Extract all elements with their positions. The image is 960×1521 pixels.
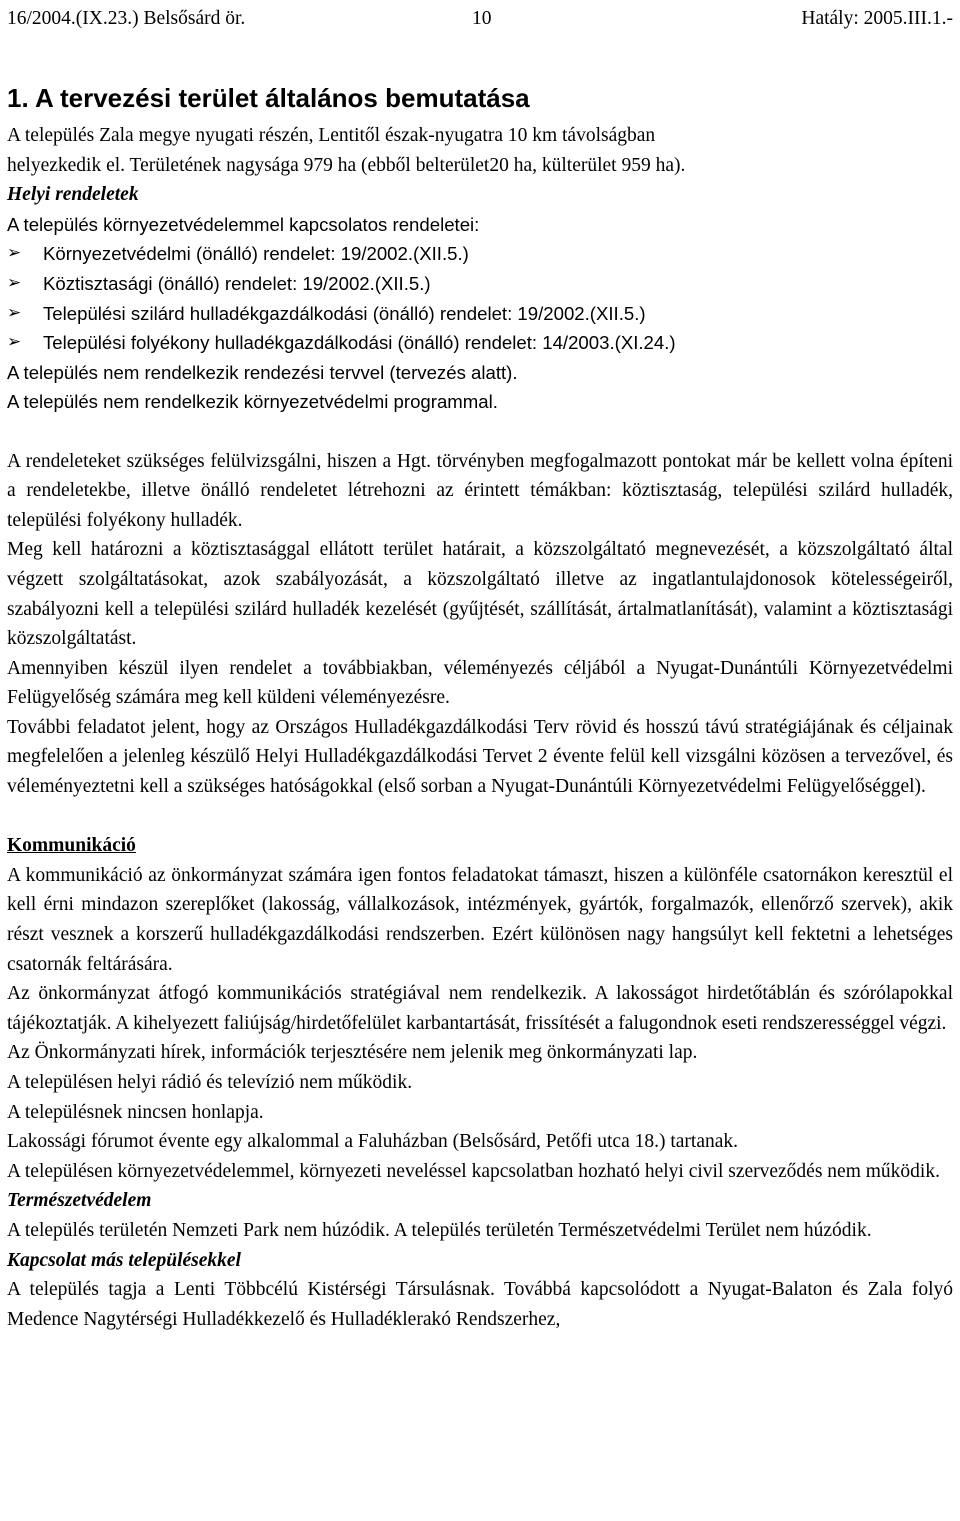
body-paragraph: A rendeleteket szükséges felülvizsgálni, hiszen a Hgt. törvényben megfogalmazott pontokat már be kellett volna építeni a rendeletekbe, illetve önálló rendeletet létrehozni az érintett témákban: köztisztaság, települési szilárd hulladék, települési folyékony hulladék. [7, 450, 953, 531]
body-paragraph: Az Önkormányzati hírek, információk terjesztésére nem jelenik meg önkormányzati lap. [7, 1042, 698, 1064]
paragraph-gap [7, 802, 953, 832]
list-item [7, 299, 953, 329]
document-page [7, 0, 953, 1334]
body-paragraph: Az önkormányzat átfogó kommunikációs stratégiával nem rendelkezik. A lakosságot hirdetőtáblán és szórólapokkal tájékoztatják. A kihelyezett faliújság/hirdetőfelület karbantartását, frissítését a falugondnok eseti rendszerességgel végzi. [7, 983, 953, 1034]
section-title: 1. A tervezési terület általános bemutatása [7, 83, 530, 113]
header-document-reference: 16/2004.(IX.23.) Belsősárd ör. [7, 8, 246, 29]
header-effective-date: Hatály: 2005.III.1.- [801, 8, 953, 29]
body-paragraph: A kommunikáció az önkormányzat számára igen fontos feladatokat támaszt, hiszen a különféle csatornákon keresztül el kell érni mindazon szereplőket (lakosság, vállalkozások, intézmények, gyártók, forgalmazók, ellenőrző szervek), akik részt vesznek a korszerű hulladékgazdálkodási rendszerben. Ezért különösen nagy hangsúlyt kell fektetni a lehetséges csatornák feltárására. [7, 864, 953, 975]
list-item [7, 328, 953, 358]
arrow-bullet-icon: ➢ [7, 243, 22, 264]
intro-line-1: A település Zala megye nyugati részén, Lentitől észak-nyugatra 10 km távolságban [7, 125, 656, 146]
body-paragraph: A településen környezetvédelemmel, környezeti neveléssel kapcsolatban hozható helyi civil szerveződés nem működik. [7, 1160, 940, 1182]
body-paragraph: Amennyiben készül ilyen rendelet a továbbiakban, véleményezés céljából a Nyugat-Dunántúli Környezetvédelmi Felügyelőség számára meg kell küldeni véleményezésre. [7, 657, 953, 709]
list-item-text: Települési szilárd hulladékgazdálkodási (önálló) rendelet: 19/2002.(XII.5.) [43, 302, 646, 324]
heading-termeszetvedelem: Természetvédelem [7, 1190, 152, 1212]
list-item [7, 269, 953, 299]
list-item [7, 239, 953, 269]
body-paragraph: A településen helyi rádió és televízió nem működik. [7, 1072, 413, 1093]
intro-line-2: helyezkedik el. Területének nagysága 979 ha (ebből belterület20 ha, külterület 959 ha). [7, 154, 686, 176]
list-item-text: Települési folyékony hulladékgazdálkodási (önálló) rendelet: 14/2003.(XI.24.) [43, 332, 676, 354]
body-paragraph: Lakossági fórumot évente egy alkalommal a Faluházban (Belsősárd, Petőfi utca 18.) tartanak. [7, 1131, 739, 1153]
body-paragraph: A település területén Nemzeti Park nem húzódik. A település területén Természetvédelmi Terület nem húzódik. [7, 1219, 872, 1241]
regulations-note-zoning: A település nem rendelkezik rendezési tervvel (tervezés alatt). [7, 361, 518, 383]
regulations-list [7, 239, 953, 357]
body-paragraph: További feladatot jelent, hogy az Országos Hulladékgazdálkodási Terv rövid és hosszú távú stratégiájának és céljainak megfelelően a jelenleg készülő Helyi Hulladékgazdálkodási Tervet 2 évente felül kell vizsgálni közösen a tervezővel, és véleményeztetni kell a szükséges hatóságokkal (első sorban a Nyugat-Dunántúli Környezetvédelmi Felügyelőséggel). [7, 716, 953, 798]
heading-kommunikacio: Kommunikáció [7, 835, 136, 857]
body-paragraph: Meg kell határozni a köztisztasággal ellátott terület határait, a közszolgáltató megnevezését, a közszolgáltató által végzett szolgáltatásokat, azok szabályozását, a közszolgáltató illetve az ingatlantulajdonosok kötelességeiről, szabályozni kell a települési szilárd hulladék kezelését (gyűjtését, szállítását, ártalmatlanítását), valamint a köztisztasági közszolgáltatást. [7, 539, 953, 650]
heading-kapcsolat: Kapcsolat más településekkel [7, 1249, 241, 1271]
regulations-lead: A település környezetvédelemmel kapcsolatos rendeletei: [7, 213, 480, 235]
list-item-text: Környezetvédelmi (önálló) rendelet: 19/2002.(XII.5.) [43, 243, 469, 265]
arrow-bullet-icon: ➢ [7, 272, 22, 293]
page-header [7, 0, 953, 38]
body-paragraph: A település tagja a Lenti Többcélú Kistérségi Társulásnak. Továbbá kapcsolódott a Nyugat-Balaton és Zala folyó Medence Nagytérségi Hulladékkezelő és Hulladéklerakó Rendszerhez, [7, 1279, 953, 1330]
list-item-text: Köztisztasági (önálló) rendelet: 19/2002.(XII.5.) [43, 272, 431, 294]
heading-helyi-rendeletek: Helyi rendeletek [7, 184, 139, 206]
arrow-bullet-icon: ➢ [7, 302, 22, 323]
header-page-number: 10 [472, 8, 492, 29]
regulations-block [7, 210, 953, 417]
regulations-note-programme: A település nem rendelkezik környezetvédelmi programmal. [7, 391, 498, 413]
paragraph-gap [7, 417, 953, 447]
arrow-bullet-icon: ➢ [7, 332, 22, 353]
body-paragraph: A településnek nincsen honlapja. [7, 1101, 264, 1123]
